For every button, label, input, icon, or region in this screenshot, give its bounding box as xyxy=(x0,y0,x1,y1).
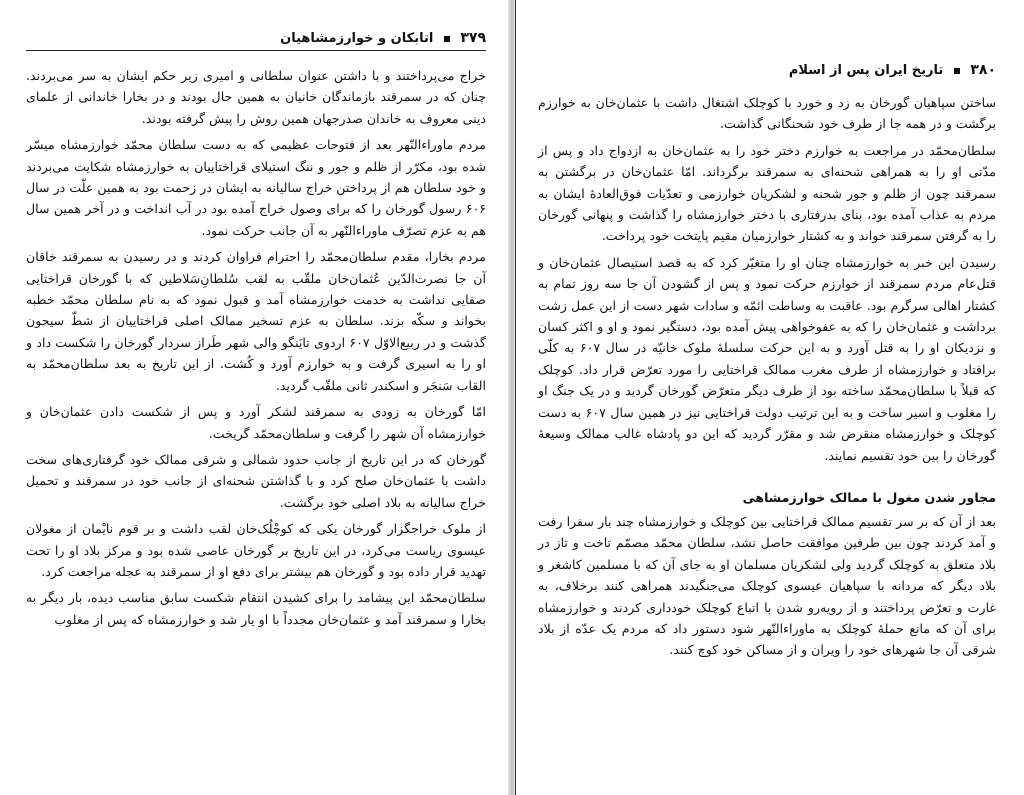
right-running-title: تاریخ ایران پس از اسلام xyxy=(788,63,944,78)
right-paragraph: رسیدن این خبر به خوارزمشاه چنان او را متغیّر کرد که به قصد استیصال عثمان‌خان و قتل‌عام مردم سمرقند از خوارزم حرکت نمود و پس از گشودن آن جا سه روز تمام به کشتار اهالی سرگرم بود. عاقبت به وساطت ائمّه و سادات شهر دست از این عمل زشت برداشت و عثمان‌خان را که به عفوخواهی پیش آمده بود، دستگیر نمود و او و اکثر کسان و نزدیکان او را به قتل آورد و به این حرکت سلسلهٔ ملوک خانیّه در سال ۶۰۷ به کلّی برافتاد و خوارزمشاه از طرف مغرب ممالک قراختایی را مورد تعرّض قرار داد. کوچلک که قبلاً با سلطان‌محمّد ساخته بود از طرف دیگر متعرّض گورخان گردید و در یک جنگ او را مغلوب و اسیر ساخت و به این ترتیب دولت قراختایی نیز در همین سال ۶۰۷ به دست کوچلک و خوارزمشاه منقرض شد و مقرّر گردید که این دو پادشاه غالب ممالک وسیعهٔ گورخان را بین خود تقسیم نمایند. xyxy=(538,254,996,463)
square-bullet-icon xyxy=(954,68,960,74)
right-section-paragraph: بعد از آن که بر سر تقسیم ممالک قراختایی بین کوچلک و خوارزمشاه چند بار سفرا رفت و آمد کردند چون بین طرفین موافقت حاصل نشد، سلطان محمّد مصمّم تاخت و تاز در بلاد متعلق به کوچلک گردید ولی لشکریان مسلمان او به جای آن که با مسلمین کاشغر و بلاد دیگر که مردانه با سپاهیان عیسوی کوچلک می‌جنگیدند همراهی کنند برخلاف، به غارت و تعرّض پرداختند و از رویه‌رو شدن با اتباع کوچلک خودداری کردند و خوارزمشاه برای آن که مانع حملهٔ کوچلک به ماوراءالنّهر شود دستور داد که مردم یک عدّه از بلاد شرقی آن جا شهرهای خود را ویران و از مساکن خود کوچ کنند. xyxy=(538,513,996,658)
left-paragraph: گورخان که در این تاریخ از جانب حدود شمالی و شرقی ممالک خود گرفتاری‌های سخت داشت با عثمان‌خان صلح کرد و با گذاشتن شحنه‌ای از جانب خود در سمرقند و تحمیل خراج سالیانه به بلاد اصلی خود برگشت. xyxy=(26,451,486,510)
right-page-number: ۳۸۰ xyxy=(970,62,996,78)
right-running-head xyxy=(538,62,996,82)
square-bullet-icon xyxy=(444,36,450,42)
left-page xyxy=(0,0,508,795)
left-paragraph: سلطان‌محمّد این پیشامد را برای کشیدن انتقام شکست سابق مناسب دیده، بار دیگر به بخارا و سمرقند آمد و عثمان‌خان مجدداً با او یار شد و خوارزمشاه که پس از مغلوب xyxy=(26,590,486,627)
left-page-number: ۳۷۹ xyxy=(460,30,486,46)
left-paragraph: امّا گورخان به زودی به سمرقند لشکر آورد و پس از شکست دادن عثمان‌خان و خوارزمشاه آن شهر را گرفت و سلطان‌محمّد گریخت. xyxy=(26,404,486,441)
left-running-head xyxy=(26,30,486,51)
section-heading: مجاور شدن مغول با ممالک خوارزمشاهی xyxy=(742,489,996,505)
left-paragraph: مردم ماوراءالنّهر بعد از فتوحات عظیمی که به دست سلطان محمّد خوارزمشاه میسّر شده بود، مکرّر از ظلم و جور و ننگ استیلای قراختاییان به خوارزمشاه شکایت می‌بردند و خود سلطان هم از پرداختن خراج سالیانه به ایشان در زحمت بود به همین علّت در سال ۶۰۶ رسول گورخان را که برای وصول خراج آمده بود در آب انداخت و در آخر همین سال هم به عزم تصرّف ماوراءالنّهر به آن جانب حرکت نمود. xyxy=(26,137,486,238)
left-page-number-group xyxy=(280,30,486,46)
left-paragraph: خراج می‌پرداختند و با داشتن عنوان سلطانی و امیری زیر حکم ایشان به سر می‌بردند. چنان که در سمرقند بازماندگان خانیان به همین حال بودند و در بخارا خاندانی از علمای دینی معروف به خاندان صدرجهان همین روش را پیش گرفته بودند. xyxy=(26,68,486,126)
right-paragraph: ساختن سپاهیان گورخان به زد و خورد با کوچلک اشتغال داشت با عثمان‌خان به خوارزم برگشت و در همه جا از طرف خود شحنگانی گذاشت. xyxy=(538,95,996,132)
left-paragraph: از ملوک خراجگزار گورخان یکی که کوچْلُک‌خان لقب داشت و بر قوم نایْمان از مغولان عیسوی ریاست می‌کرد، در این تاریخ بر گورخان عاصی شده بود و مرکز بلاد او را تحت تهدید قرار داده بود و گورخان هم بیشتر برای دفع او از سمرقند به عجله مراجعت کرد. xyxy=(26,521,486,579)
left-running-title: اتابکان و خوارزمشاهیان xyxy=(280,31,434,46)
right-page xyxy=(516,0,1024,795)
right-paragraph: سلطان‌محمّد در مراجعت به خوارزم دختر خود را به عثمان‌خان به ازدواج داد و پس از مدّتی او را به همراهی شحنه‌ای به سمرقند برگرداند. امّا عثمان‌خان در برگشتن به سمرقند چون از ظلم و جور شحنه و لشکریان خوارزمی و تعدّیات فوق‌العادهٔ ایشان به مردم به عذاب آمده بود، بنای بدرفتاری با دختر خوارزمشاه را گذاشت و پنهانی گورخان را به گرفتن سمرقند خواند و به کشتار خوارزمیان مقیم پایتخت خود پرداخت. xyxy=(538,142,996,244)
right-page-number-group xyxy=(789,62,996,78)
left-paragraph: مردم بخارا، مقدم سلطان‌محمّد را احترام فراوان کردند و در رسیدن به سمرقند خاقان آن جا نصرت‌الدّین عُثمان‌خان ملقّب به لقب سُلطانِ‌سَلاطین که با گورخان قراختایی صفایی نداشت به خدمت خوارزمشاه آمد و قبول نمود که به نام سلطان محمّد خطبه بخواند و سکّه بزند. سلطان به عزم تسخیر ممالک اصلی قراختاییان از شطّ سیحون گذشت و در ربیع‌الاوّل ۶۰۷ اردوی تایَنگو والی شهر طَراز سردار گورخان را شکست داد و او را به اسیری گرفت و به خوارزم آورد و کُشت. از این تاریخ به بعد سلطان‌محمّد به القاب سَنجَر و اسکندر ثانی ملقّب گردید. xyxy=(26,249,486,393)
